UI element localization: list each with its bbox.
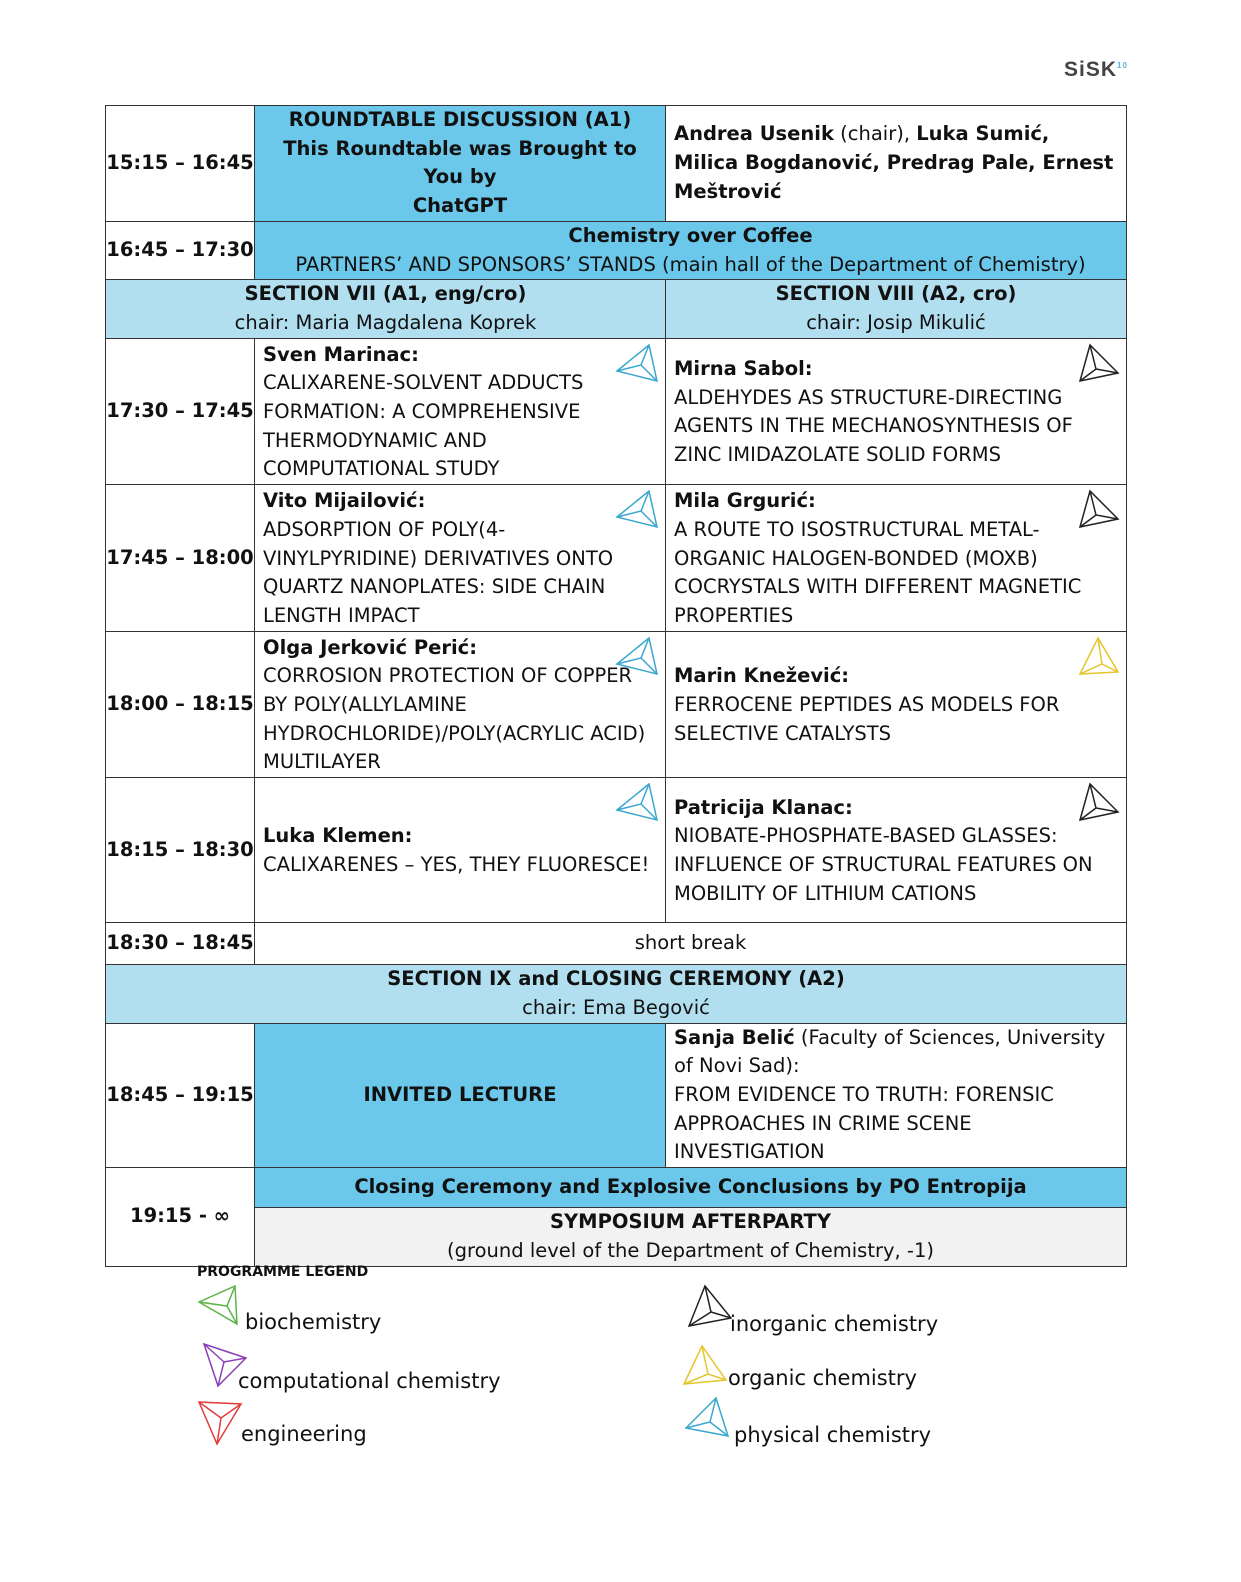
table-row: [106, 778, 1127, 923]
invited-lecture-cell: [666, 1023, 1127, 1168]
table-row: [106, 106, 1127, 222]
legend-label: computational chemistry: [238, 1369, 501, 1393]
coffee-cell: [255, 221, 1127, 279]
talk-title: CALIXARENE-SOLVENT ADDUCTS FORMATION: A COMPREHENSIVE THERMODYNAMIC AND COMPUTATIONAL STUDY: [263, 371, 584, 481]
short-break: short break: [255, 923, 1127, 965]
time-cell: 17:30 – 17:45: [106, 338, 255, 485]
talk-title: NIOBATE-PHOSPHATE-BASED GLASSES: INFLUENCE OF STRUCTURAL FEATURES ON MOBILITY OF LITHIUM CATIONS: [674, 824, 1093, 905]
physical-chemistry-icon: [615, 489, 659, 529]
talk-title: ADSORPTION OF POLY(4-VINYLPYRIDINE) DERIVATIVES ONTO QUARTZ NANOPLATES: SIDE CHAIN LENGTH IMPACT: [263, 517, 614, 627]
roundtable-title-cell: [255, 106, 666, 222]
table-row: [106, 338, 1127, 485]
table-row: [106, 485, 1127, 632]
talk-title: FERROCENE PEPTIDES AS MODELS FOR SELECTIVE CATALYSTS: [674, 693, 1060, 745]
coffee-subtitle: PARTNERS’ AND SPONSORS’ STANDS (main hall of the Department of Chemistry): [295, 252, 1086, 276]
time-cell: 19:15 - ∞: [106, 1168, 255, 1266]
speaker-name: Mirna Sabol:: [674, 356, 813, 380]
talk-cell: [666, 778, 1127, 923]
speaker-name: Vito Mijailović:: [263, 489, 426, 513]
closing-ceremony: Closing Ceremony and Explosive Conclusions by PO Entropija: [255, 1168, 1127, 1208]
section-title: SECTION VII (A1, eng/cro): [244, 282, 527, 306]
section-ix-header: [106, 965, 1127, 1023]
speaker-name: Olga Jerković Perić:: [263, 635, 478, 659]
afterparty-location: (ground level of the Department of Chemistry, -1): [447, 1238, 934, 1262]
sisk-logo: SiSK$^{10}$: [1064, 58, 1128, 81]
talk-title: A ROUTE TO ISOSTRUCTURAL METAL-ORGANIC HALOGEN-BONDED (MOXB) COCRYSTALS WITH DIFFERENT MAGNETIC PROPERTIES: [674, 517, 1082, 627]
time-cell: 18:00 – 18:15: [106, 631, 255, 778]
coffee-title: Chemistry over Coffee: [568, 223, 813, 247]
table-row: [106, 1023, 1127, 1168]
afterparty-title: SYMPOSIUM AFTERPARTY: [550, 1210, 831, 1234]
organic-chemistry-icon: [682, 1344, 728, 1390]
talk-cell: [255, 778, 666, 923]
table-row: [106, 923, 1127, 965]
legend-label: inorganic chemistry: [730, 1312, 939, 1336]
speaker-name: Marin Knežević:: [674, 664, 850, 688]
invited-lecture-label: INVITED LECTURE: [255, 1023, 666, 1168]
talk-cell: [666, 631, 1127, 778]
participant-names: Milica Bogdanović, Predrag Pale, Ernest Meštrović: [674, 151, 1114, 203]
roundtable-participants: [666, 106, 1127, 222]
section-chair: chair: Ema Begović: [522, 995, 710, 1019]
table-row: [106, 1208, 1127, 1266]
time-cell: 16:45 – 17:30: [106, 221, 255, 279]
speaker-name: Sanja Belić: [674, 1025, 795, 1049]
table-row: [106, 221, 1127, 279]
legend-title: PROGRAMME LEGEND: [197, 1264, 369, 1280]
talk-cell: [255, 485, 666, 632]
inorganic-chemistry-icon: [1076, 343, 1120, 383]
roundtable-chatgpt: ChatGPT: [412, 194, 508, 218]
speaker-affiliation: (Faculty of Sciences, University of Novi Sad):: [674, 1025, 1106, 1078]
time-cell: 18:30 – 18:45: [106, 923, 255, 965]
section-title: SECTION IX and CLOSING CEREMONY (A2): [387, 967, 845, 991]
time-cell: 17:45 – 18:00: [106, 485, 255, 632]
physical-chemistry-icon: [615, 343, 659, 383]
section-vii-header: [106, 280, 666, 338]
inorganic-chemistry-icon: [687, 1284, 733, 1330]
time-cell: 18:15 – 18:30: [106, 778, 255, 923]
section-chair: chair: Josip Mikulić: [806, 310, 986, 334]
legend-label: physical chemistry: [734, 1423, 932, 1447]
participant-name: Andrea Usenik: [674, 122, 834, 146]
talk-title: CORROSION PROTECTION OF COPPER BY POLY(ALLYLAMINE HYDROCHLORIDE)/POLY(ACRYLIC ACID) MULTILAYER: [263, 664, 646, 774]
speaker-name: Mila Grgurić:: [674, 489, 816, 513]
talk-cell: [255, 631, 666, 778]
engineering-icon: [197, 1400, 243, 1446]
participant-name: Luka Sumić,: [916, 122, 1050, 146]
afterparty-cell: [255, 1208, 1127, 1266]
talk-cell: [255, 338, 666, 485]
time-cell: 15:15 – 16:45: [106, 106, 255, 222]
table-row: [106, 1168, 1127, 1208]
programme-table: [105, 105, 1127, 1267]
section-title: SECTION VIII (A2, cro): [775, 282, 1017, 306]
speaker-name: Luka Klemen:: [263, 824, 413, 848]
physical-chemistry-icon: [615, 782, 659, 822]
talk-cell: [666, 485, 1127, 632]
participant-note: (chair),: [833, 122, 917, 146]
speaker-name: Sven Marinac:: [263, 342, 419, 366]
inorganic-chemistry-icon: [1076, 489, 1120, 529]
roundtable-title: ROUNDTABLE DISCUSSION (A1): [288, 108, 632, 131]
legend-label: engineering: [241, 1422, 367, 1446]
physical-chemistry-icon: [684, 1396, 730, 1442]
time-cell: 18:45 – 19:15: [106, 1023, 255, 1168]
physical-chemistry-icon: [615, 636, 659, 676]
roundtable-subtitle: This Roundtable was Brought to You by: [283, 136, 637, 189]
biochemistry-icon: [197, 1284, 243, 1330]
talk-title: FROM EVIDENCE TO TRUTH: FORENSIC APPROACHES IN CRIME SCENE INVESTIGATION: [674, 1082, 1054, 1164]
table-row: [106, 280, 1127, 338]
legend-label: organic chemistry: [728, 1366, 917, 1390]
talk-title: ALDEHYDES AS STRUCTURE-DIRECTING AGENTS IN THE MECHANOSYNTHESIS OF ZINC IMIDAZOLATE SOLID FORMS: [674, 385, 1073, 467]
organic-chemistry-icon: [1076, 636, 1120, 676]
section-viii-header: [666, 280, 1127, 338]
talk-title: CALIXARENES – YES, THEY FLUORESCE!: [263, 853, 650, 877]
speaker-name: Patricija Klanac:: [674, 795, 853, 819]
table-row: [106, 631, 1127, 778]
inorganic-chemistry-icon: [1076, 782, 1120, 822]
table-row: [106, 965, 1127, 1023]
legend-label: biochemistry: [245, 1310, 382, 1334]
talk-cell: [666, 338, 1127, 485]
section-chair: chair: Maria Magdalena Koprek: [234, 310, 537, 334]
